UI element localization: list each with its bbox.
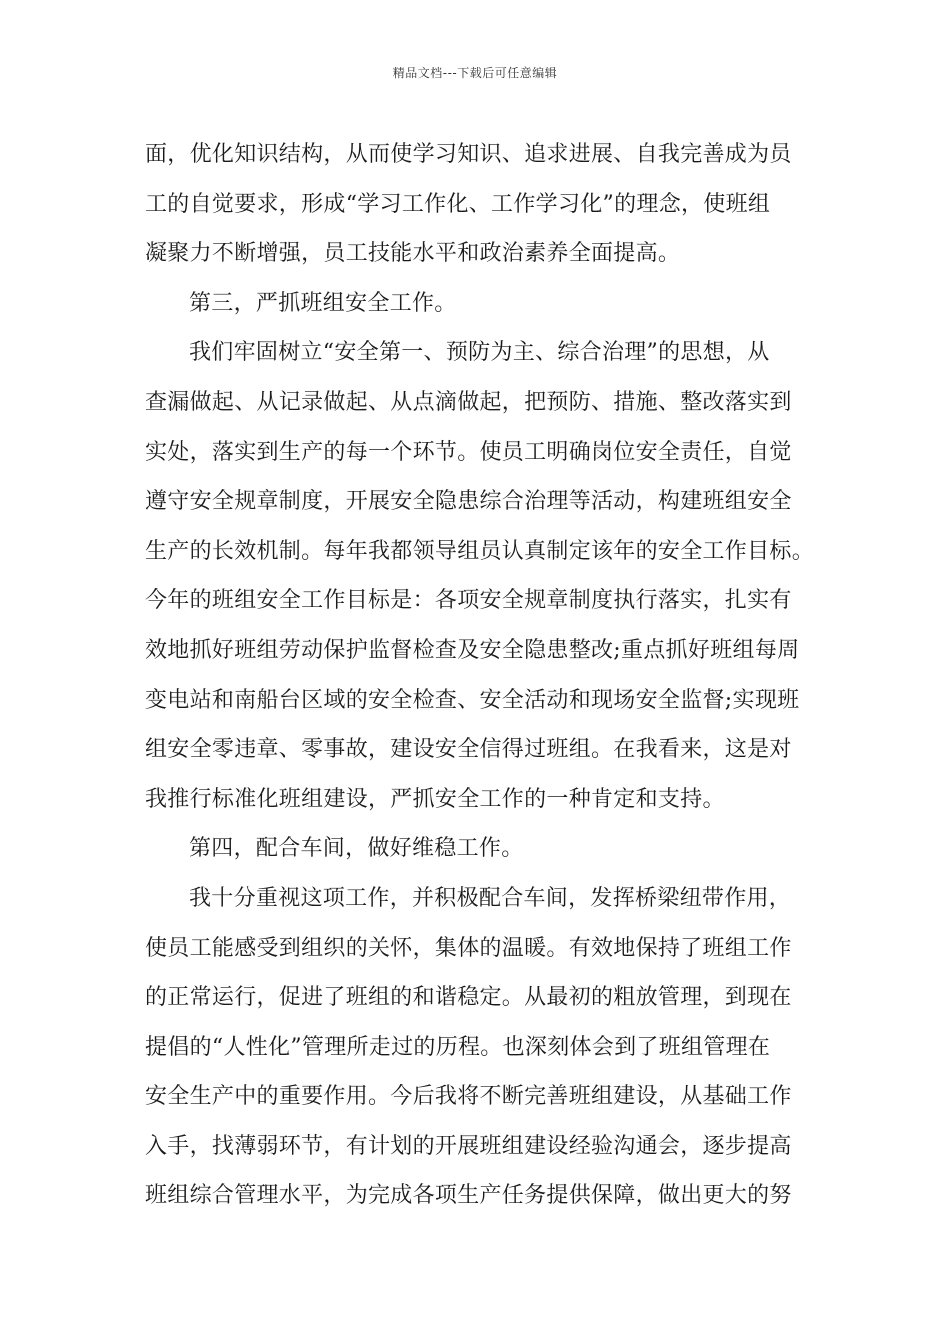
text-line: 第三，严抓班组安全工作。 [189, 290, 457, 316]
text-line: 凝聚力不断增强，员工技能水平和政治素养全面提高。 [145, 241, 681, 267]
text-line: 查漏做起、从记录做起、从点滴做起，把预防、措施、整改落实到 [145, 389, 792, 415]
text-line: 效地抓好班组劳动保护监督检查及安全隐患整改;重点抓好班组每周 [145, 637, 800, 663]
text-line: 第四，配合车间，做好维稳工作。 [189, 836, 524, 862]
text-line: 组安全零违章、零事故，建设安全信得过班组。在我看来，这是对 [145, 737, 792, 763]
text-line: 今年的班组安全工作目标是：各项安全规章制度执行落实，扎实有 [145, 588, 792, 614]
text-line: 安全生产中的重要作用。今后我将不断完善班组建设，从基础工作 [145, 1084, 792, 1110]
text-line: 的正常运行，促进了班组的和谐稳定。从最初的粗放管理，到现在 [145, 985, 792, 1011]
text-line: 实处，落实到生产的每一个环节。使员工明确岗位安全责任，自觉 [145, 439, 792, 465]
text-line: 遵守安全规章制度，开展安全隐患综合治理等活动，构建班组安全 [145, 489, 792, 515]
text-line: 我十分重视这项工作，并积极配合车间，发挥桥梁纽带作用， [189, 885, 792, 911]
document-body [145, 130, 815, 1221]
text-line: 班组综合管理水平，为完成各项生产任务提供保障，做出更大的努 [145, 1183, 792, 1209]
text-line: 入手，找薄弱环节，有计划的开展班组建设经验沟通会，逐步提高 [145, 1133, 792, 1159]
text-line: 我们牢固树立“安全第一、预防为主、综合治理”的思想，从 [189, 340, 770, 366]
text-line: 使员工能感受到组织的关怀，集体的温暖。有效地保持了班组工作 [145, 935, 792, 961]
text-line: 我推行标准化班组建设，严抓安全工作的一种肯定和支持。 [145, 786, 725, 812]
text-line: 提倡的“人性化”管理所走过的历程。也深刻体会到了班组管理在 [145, 1034, 771, 1060]
text-line: 变电站和南船台区域的安全检查、安全活动和现场安全监督;实现班 [145, 687, 800, 713]
page-header: 精品文档---下载后可任意编辑 [392, 66, 558, 80]
text-line: 生产的长效机制。每年我都领导组员认真制定该年的安全工作目标。 [145, 538, 815, 564]
text-line: 面，优化知识结构，从而使学习知识、追求进展、自我完善成为员 [145, 142, 792, 167]
text-line: 工的自觉要求，形成“学习工作化、工作学习化”的理念，使班组 [145, 191, 771, 217]
